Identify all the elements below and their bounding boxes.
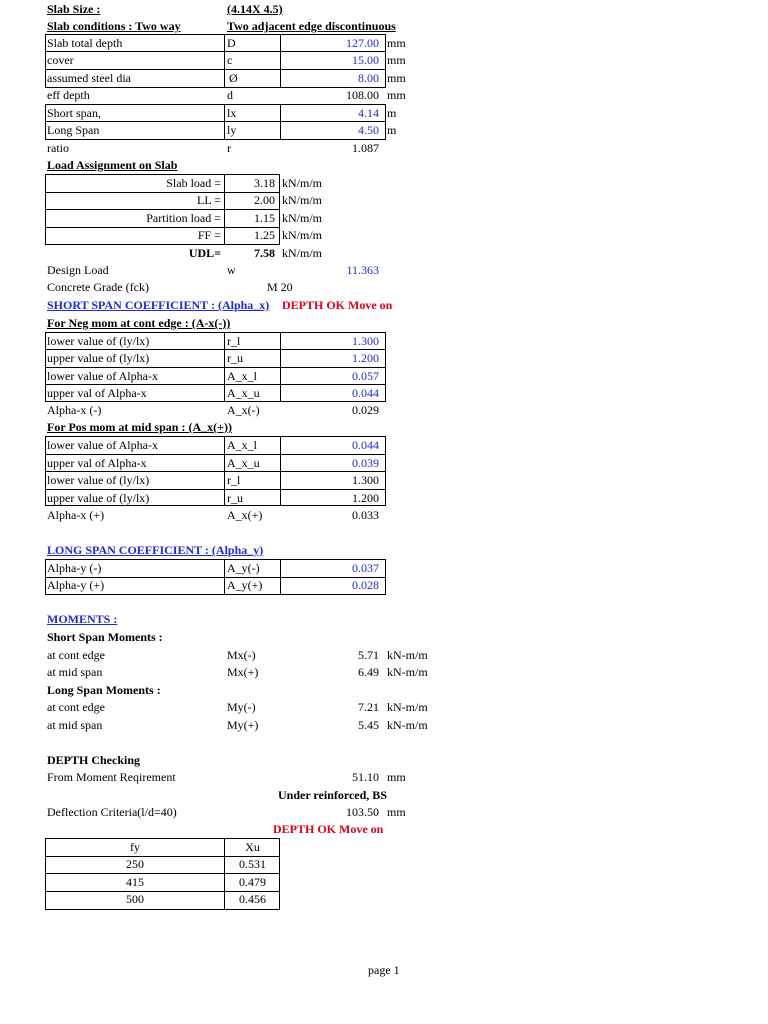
moment-unit: kN-m/m xyxy=(387,718,428,732)
moment-symbol: Mx(+) xyxy=(227,665,259,679)
concrete-grade-label: Concrete Grade (fck) xyxy=(47,280,149,294)
design-load-symbol: w xyxy=(227,263,236,277)
load-value: 1.15 xyxy=(254,211,275,225)
fy-header: fy xyxy=(130,840,140,854)
prop-label: Short span, xyxy=(47,106,101,120)
udl-unit: kN/m/m xyxy=(282,246,323,260)
coef-symbol: r_l xyxy=(227,473,241,487)
moments-title: MOMENTS : xyxy=(47,612,118,626)
moment-symbol: My(-) xyxy=(227,700,256,714)
prop-value: 8.00 xyxy=(358,71,379,85)
slab-size-value: (4.14X 4.5) xyxy=(227,2,283,16)
short-span-title: SHORT SPAN COEFFICIENT : (Alpha_x) xyxy=(47,298,270,312)
moment-value: 5.45 xyxy=(358,718,379,732)
udl-label: UDL= xyxy=(188,246,221,260)
prop-symbol: r xyxy=(227,141,231,155)
deflection-value: 103.50 xyxy=(346,805,379,819)
under-reinforced-text: Under reinforced, BS xyxy=(277,788,387,802)
moment-label: at cont edge xyxy=(47,648,105,662)
coef-symbol: A_x_l xyxy=(227,369,257,383)
design-load-value: 11.363 xyxy=(346,263,379,277)
pos-mom-title: For Pos mom at mid span : (A_x(+)) xyxy=(47,420,232,434)
prop-label: Long Span xyxy=(47,123,100,137)
moment-value: 5.71 xyxy=(358,648,379,662)
xu-header: Xu xyxy=(245,840,260,854)
concrete-grade-value: M 20 xyxy=(267,280,293,294)
coef-symbol: r_u xyxy=(227,491,243,505)
prop-value: 4.50 xyxy=(358,123,379,137)
load-label: LL = xyxy=(197,193,221,207)
coef-value: 0.044 xyxy=(352,386,379,400)
coef-value: 0.037 xyxy=(352,561,379,575)
coef-label: lower value of Alpha-x xyxy=(47,438,158,452)
coef-label: lower value of Alpha-x xyxy=(47,369,158,383)
prop-label: assumed steel dia xyxy=(47,71,131,85)
depth-status: DEPTH OK Move on xyxy=(273,822,384,836)
moment-req-label: From Moment Reqirement xyxy=(47,770,176,784)
coef-symbol: r_l xyxy=(227,334,241,348)
coef-value: 1.200 xyxy=(352,351,379,365)
alpha-x-neg-symbol: A_x(-) xyxy=(227,403,260,417)
neg-mom-title: For Neg mom at cont edge : (A-x(-)) xyxy=(47,316,231,330)
alpha-x-pos-value: 0.033 xyxy=(352,508,379,522)
fy-cell: 415 xyxy=(126,875,144,889)
prop-label: ratio xyxy=(47,141,69,155)
prop-value: 108.00 xyxy=(346,88,379,102)
coef-value: 0.057 xyxy=(352,369,379,383)
coef-symbol: A_x_l xyxy=(227,438,257,452)
load-unit: kN/m/m xyxy=(282,211,323,225)
load-value: 1.25 xyxy=(254,228,275,242)
moment-label: at mid span xyxy=(47,718,103,732)
prop-symbol: D xyxy=(227,36,236,50)
fy-cell: 250 xyxy=(126,857,144,871)
long-span-moments-title: Long Span Moments : xyxy=(47,683,161,697)
prop-symbol: d xyxy=(227,88,233,102)
coef-label: lower value of (ly/lx) xyxy=(47,473,150,487)
moment-label: at cont edge xyxy=(47,700,105,714)
moment-req-value: 51.10 xyxy=(352,770,379,784)
alpha-x-neg-value: 0.029 xyxy=(352,403,379,417)
moment-label: at mid span xyxy=(47,665,103,679)
alpha-x-pos-symbol: A_x(+) xyxy=(227,508,263,522)
load-unit: kN/m/m xyxy=(282,176,323,190)
short-span-moments-title: Short Span Moments : xyxy=(47,630,163,644)
coef-label: upper val of Alpha-x xyxy=(47,456,147,470)
coef-symbol: A_y(+) xyxy=(227,578,263,592)
slab-size-label: Slab Size : xyxy=(47,2,101,16)
load-unit: kN/m/m xyxy=(282,193,323,207)
coef-label: Alpha-y (-) xyxy=(47,561,102,575)
prop-value: 1.087 xyxy=(352,141,379,155)
load-unit: kN/m/m xyxy=(282,228,323,242)
prop-unit: mm xyxy=(387,53,406,67)
coef-value: 0.028 xyxy=(352,578,379,592)
short-span-status: DEPTH OK Move on xyxy=(282,298,393,312)
prop-symbol: ly xyxy=(227,123,237,137)
moment-unit: kN-m/m xyxy=(387,665,428,679)
slab-conditions-label: Slab conditions : Two way xyxy=(47,19,181,33)
slab-conditions-value: Two adjacent edge discontinuous xyxy=(227,19,396,33)
alpha-x-pos-label: Alpha-x (+) xyxy=(47,508,105,522)
load-label: Slab load = xyxy=(166,176,221,190)
prop-value: 15.00 xyxy=(352,53,379,67)
coef-symbol: r_u xyxy=(227,351,243,365)
coef-label: upper val of Alpha-x xyxy=(47,386,147,400)
xu-cell: 0.456 xyxy=(239,892,266,906)
design-load-label: Design Load xyxy=(47,263,109,277)
xu-cell: 0.479 xyxy=(239,875,266,889)
prop-unit: mm xyxy=(387,88,406,102)
load-label: FF = xyxy=(197,228,221,242)
load-value: 2.00 xyxy=(254,193,275,207)
prop-value: 4.14 xyxy=(358,106,379,120)
prop-label: cover xyxy=(47,53,74,67)
moment-unit: kN-m/m xyxy=(387,700,428,714)
coef-value: 0.039 xyxy=(352,456,379,470)
moment-value: 7.21 xyxy=(358,700,379,714)
prop-symbol: lx xyxy=(227,106,237,120)
moment-symbol: My(+) xyxy=(227,718,259,732)
prop-label: Slab total depth xyxy=(47,36,123,50)
udl-value: 7.58 xyxy=(254,246,275,260)
prop-symbol: c xyxy=(227,53,233,67)
page-number: page 1 xyxy=(368,963,400,977)
fy-cell: 500 xyxy=(126,892,144,906)
prop-unit: m xyxy=(387,106,397,120)
coef-label: upper value of (ly/lx) xyxy=(47,351,150,365)
deflection-label: Deflection Criteria(l/d=40) xyxy=(47,805,177,819)
load-title: Load Assignment on Slab xyxy=(47,158,178,172)
prop-value: 127.00 xyxy=(346,36,379,50)
long-span-title: LONG SPAN COEFFICIENT : (Alpha_y) xyxy=(47,543,264,557)
prop-unit: m xyxy=(387,123,397,137)
prop-label: eff depth xyxy=(47,88,90,102)
coef-value: 1.200 xyxy=(352,491,379,505)
coef-value: 1.300 xyxy=(352,334,379,348)
alpha-x-neg-label: Alpha-x (-) xyxy=(47,403,102,417)
prop-unit: mm xyxy=(387,36,406,50)
coef-value: 1.300 xyxy=(352,473,379,487)
coef-symbol: A_x_u xyxy=(227,386,260,400)
coef-symbol: A_x_u xyxy=(227,456,260,470)
deflection-unit: mm xyxy=(387,805,406,819)
prop-symbol: Ø xyxy=(229,71,238,85)
load-value: 3.18 xyxy=(254,176,275,190)
coef-label: Alpha-y (+) xyxy=(47,578,105,592)
moment-unit: kN-m/m xyxy=(387,648,428,662)
moment-value: 6.49 xyxy=(358,665,379,679)
prop-unit: mm xyxy=(387,71,406,85)
coef-value: 0.044 xyxy=(352,438,379,452)
load-label: Partition load = xyxy=(146,211,221,225)
moment-req-unit: mm xyxy=(387,770,406,784)
depth-title: DEPTH Checking xyxy=(47,753,141,767)
xu-cell: 0.531 xyxy=(239,857,266,871)
moment-symbol: Mx(-) xyxy=(227,648,256,662)
coef-label: lower value of (ly/lx) xyxy=(47,334,150,348)
coef-label: upper value of (ly/lx) xyxy=(47,491,150,505)
coef-symbol: A_y(-) xyxy=(227,561,260,575)
